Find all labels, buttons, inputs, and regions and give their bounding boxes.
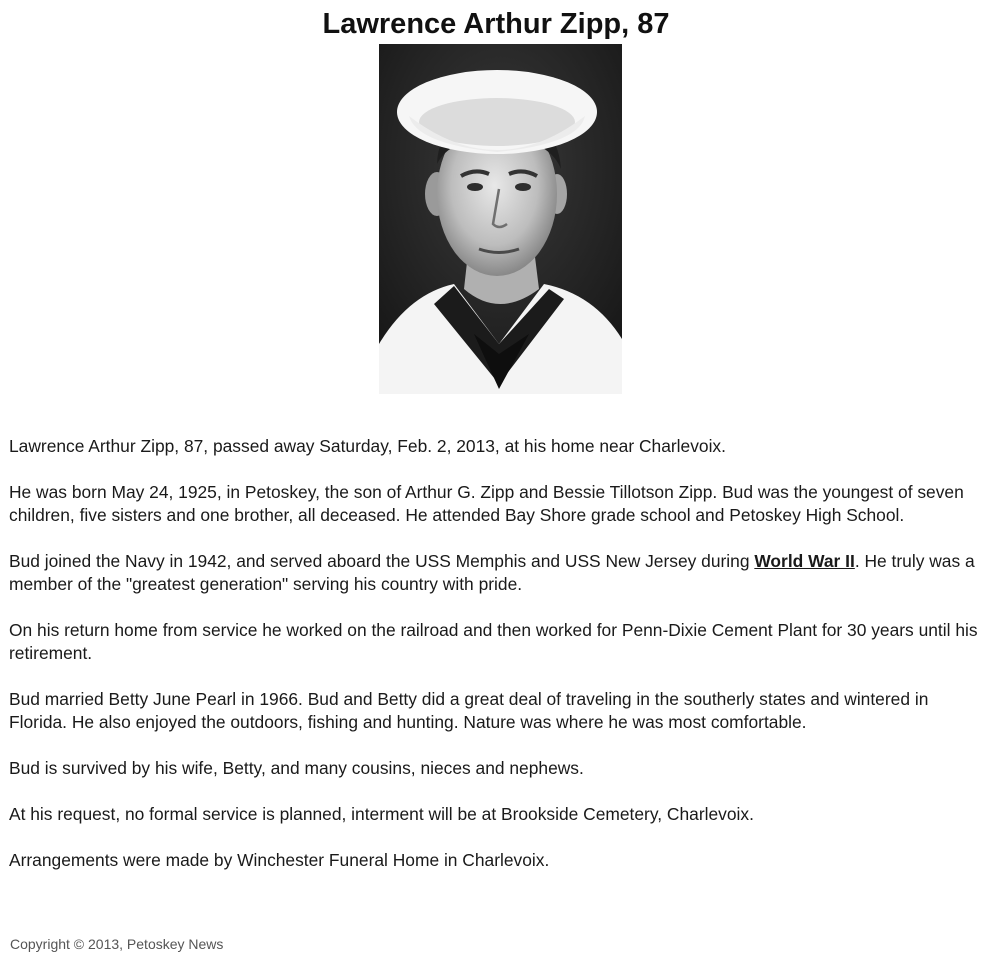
military-text-end: . He truly was a member of the "greatest generation" serving his country with pride. — [9, 551, 975, 594]
paragraph-career: On his return home from service he worked on the railroad and then worked for Penn-Dixie Cement Plant for 30 years until his retirement. — [9, 620, 978, 663]
world-war-ii-link[interactable]: World War II — [754, 551, 855, 571]
portrait-photo — [379, 44, 622, 394]
paragraph-early-life: He was born May 24, 1925, in Petoskey, the son of Arthur G. Zipp and Bessie Tillotson Zipp. Bud was the youngest of seven children, five sisters and one brother, all deceased. He attended Bay Shore grade school and Petoskey High School. — [9, 482, 964, 525]
sailor-portrait-icon — [379, 44, 622, 394]
paragraph-service: At his request, no formal service is planned, interment will be at Brookside Cemetery, Charlevoix. — [9, 804, 754, 824]
paragraph-survivors: Bud is survived by his wife, Betty, and many cousins, nieces and nephews. — [9, 758, 584, 778]
military-text-start: Bud joined the Navy in 1942, and served aboard the USS Memphis and USS New Jersey during — [9, 551, 755, 571]
obituary-title: Lawrence Arthur Zipp, 87 — [322, 8, 670, 40]
paragraph-arrangements: Arrangements were made by Winchester Funeral Home in Charlevoix. — [9, 850, 550, 870]
paragraph-death-notice: Lawrence Arthur Zipp, 87, passed away Saturday, Feb. 2, 2013, at his home near Charlevoix. — [9, 436, 726, 456]
obituary-body — [9, 435, 984, 872]
copyright-notice: Copyright © 2013, Petoskey News — [10, 936, 224, 952]
paragraph-military-service — [9, 550, 984, 596]
paragraph-marriage: Bud married Betty June Pearl in 1966. Bud and Betty did a great deal of traveling in the southerly states and wintered in Florida. He also enjoyed the outdoors, fishing and hunting. Nature was where he was most comfortable. — [9, 689, 929, 732]
